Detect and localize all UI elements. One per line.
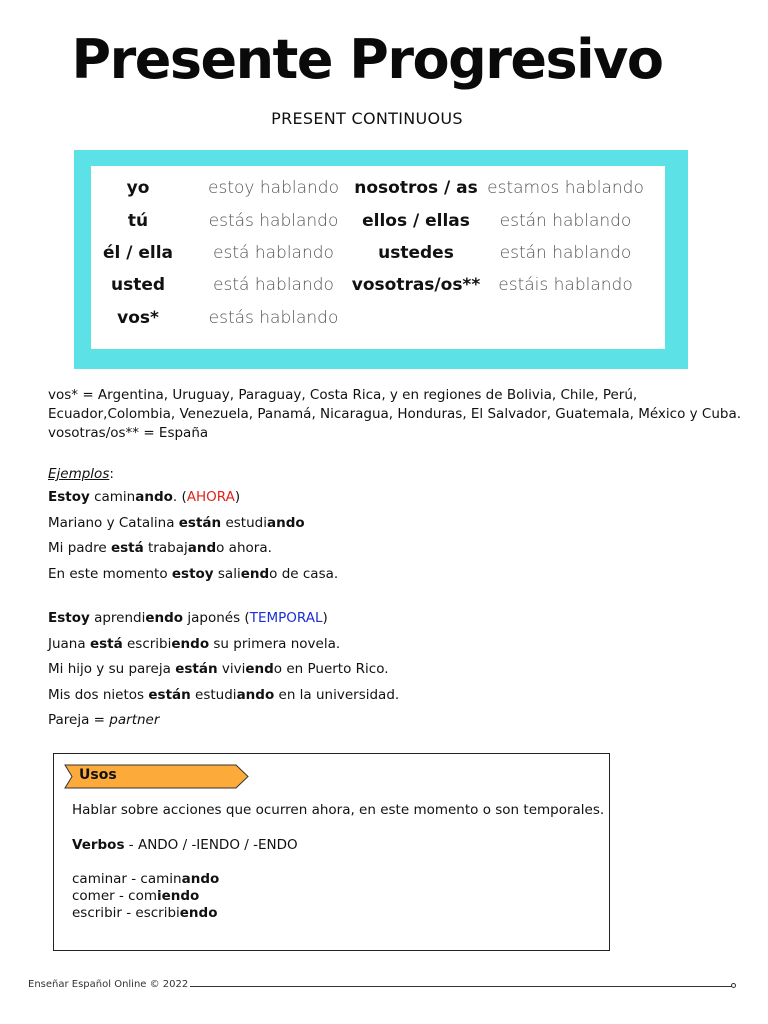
vos-note-line: vos* = Argentina, Uruguay, Paraguay, Costa Rica, y en regiones de Bolivia, Chile, Perú, — [48, 387, 638, 403]
usos-tag-label: Usos — [79, 767, 117, 783]
text-segment: escribir - escribi — [72, 905, 180, 921]
usos-verbs — [72, 837, 298, 854]
usos-verbs-endings: - ANDO / -IENDO / -ENDO — [124, 837, 298, 853]
example-sentence — [48, 683, 399, 709]
pronoun-usted: usted — [110, 275, 166, 295]
example-sentence — [48, 511, 338, 537]
text-segment: Estoy — [48, 610, 90, 626]
pronoun-yo: yo — [126, 178, 150, 198]
pronoun-vos: vos* — [117, 308, 159, 328]
text-segment: Mi padre — [48, 540, 111, 556]
text-segment: . ( — [172, 489, 187, 505]
text-segment: ) — [322, 610, 328, 626]
text-segment: Mariano y Catalina — [48, 514, 179, 531]
page-title: Presente Progresivo — [71, 28, 663, 91]
pronoun-tu: tú — [127, 211, 149, 231]
form-yo: estoy hablando — [208, 178, 339, 198]
form-el-ella: está hablando — [213, 243, 334, 263]
pronoun-nosotros: nosotros / as — [354, 178, 478, 198]
conjugation-table — [74, 150, 688, 369]
examples-group-temporary — [48, 606, 399, 734]
text-segment: ) — [234, 489, 241, 505]
text-segment: están — [148, 686, 191, 703]
text-segment: están — [175, 661, 218, 677]
pronoun-ellos-ellas: ellos / ellas — [362, 211, 470, 231]
usos-tag — [64, 764, 249, 789]
usos-verbs-label: Verbos — [72, 837, 125, 853]
examples-heading-colon: : — [109, 466, 114, 482]
example-sentence — [48, 536, 338, 562]
vos-note-line: Ecuador,Colombia, Venezuela, Panamá, Nicaragua, Honduras, El Salvador, Guatemala, México y Cuba. — [48, 406, 742, 422]
vosotros-note: vosotras/os** = España — [48, 425, 209, 441]
text-segment: su primera novela. — [209, 635, 341, 652]
text-segment: escribi — [122, 635, 172, 652]
text-segment: Estoy — [48, 489, 90, 505]
text-segment: o ahora. — [216, 540, 272, 556]
text-segment: estudi — [221, 514, 267, 531]
text-segment: está — [110, 540, 144, 556]
conjugation-table-inner — [91, 166, 665, 349]
text-segment: en la universidad. — [274, 686, 400, 703]
text-segment: and — [187, 540, 217, 556]
text-segment: endo — [179, 905, 218, 921]
form-vos: estás hablando — [208, 308, 339, 328]
text-segment: iendo — [156, 888, 200, 904]
text-segment: sali — [213, 565, 241, 582]
examples-heading-text: Ejemplos — [48, 466, 110, 482]
footer-divider-end — [731, 983, 736, 988]
form-tu: estás hablando — [208, 211, 339, 231]
pronoun-el-ella: él / ella — [102, 243, 174, 263]
text-segment: ando — [181, 871, 220, 887]
footer-copyright: Enseñar Español Online © 2022 — [28, 979, 189, 990]
text-segment: endo — [171, 635, 210, 652]
text-segment: vivi — [217, 661, 246, 677]
form-ellos-ellas: están hablando — [499, 211, 632, 231]
pronoun-vosotros: vosotras/os** — [351, 275, 481, 295]
text-segment: Mis dos nietos — [48, 686, 149, 703]
footer-divider — [190, 986, 734, 987]
usos-verb-list — [72, 871, 219, 922]
text-segment: están — [178, 514, 222, 531]
text-segment: o en Puerto Rico. — [273, 661, 389, 677]
region-notes — [48, 386, 741, 443]
example-sentence — [48, 657, 399, 683]
example-sentence — [48, 606, 399, 632]
text-segment: estudi — [190, 686, 237, 703]
text-segment: camin — [89, 489, 136, 505]
text-segment: end — [245, 661, 274, 677]
example-sentence — [48, 485, 338, 511]
form-ustedes: están hablando — [499, 243, 632, 263]
text-segment: Juana — [48, 635, 90, 652]
usos-verb-example — [72, 888, 219, 905]
pronoun-ustedes: ustedes — [378, 243, 454, 263]
text-segment: partner — [109, 712, 160, 728]
text-segment: ando — [266, 514, 305, 531]
text-segment: TEMPORAL — [249, 610, 323, 626]
example-sentence — [48, 632, 399, 658]
text-segment: japonés ( — [183, 610, 250, 626]
text-segment: endo — [145, 610, 184, 626]
usos-box — [53, 753, 610, 951]
form-vosotros: estáis hablando — [498, 275, 633, 295]
text-segment: o de casa. — [269, 565, 339, 582]
text-segment: trabaj — [143, 540, 188, 556]
examples-heading — [48, 465, 114, 484]
text-segment: end — [240, 565, 270, 582]
usos-verb-example — [72, 905, 219, 922]
example-sentence — [48, 562, 338, 588]
example-sentence — [48, 708, 399, 734]
text-segment: AHORA — [186, 489, 235, 505]
text-segment: está — [89, 635, 123, 652]
text-segment: Pareja = — [48, 712, 110, 728]
examples-group-now — [48, 485, 338, 587]
text-segment: comer - com — [72, 888, 157, 904]
text-segment: ando — [135, 489, 173, 505]
text-segment: En este momento — [48, 565, 172, 582]
text-segment: estoy — [171, 565, 214, 582]
text-segment: caminar - camin — [72, 871, 182, 887]
text-segment: ando — [236, 686, 275, 703]
page-subtitle: PRESENT CONTINUOUS — [271, 109, 463, 128]
form-usted: está hablando — [213, 275, 334, 295]
text-segment: aprendi — [89, 610, 146, 626]
usos-verb-example — [72, 871, 219, 888]
text-segment: Mi hijo y su pareja — [48, 661, 176, 677]
form-nosotros: estamos hablando — [487, 178, 644, 198]
usos-description: Hablar sobre acciones que ocurren ahora, en este momento o son temporales. — [72, 802, 605, 818]
